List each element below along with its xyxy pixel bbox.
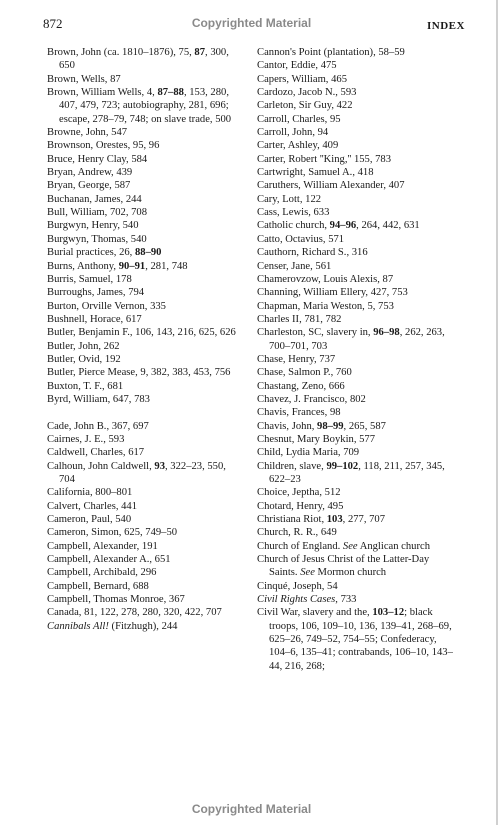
- index-entry: [47, 366, 242, 379]
- index-entry: [47, 353, 242, 366]
- index-entry-text: Channing, William Ellery, 427, 753: [257, 287, 408, 299]
- index-entry-text: Burris, Samuel, 178: [47, 273, 132, 285]
- index-entry: [257, 526, 460, 539]
- index-entry-text: , 262, 263, 700–701, 703: [269, 327, 445, 352]
- index-entry: [257, 246, 460, 259]
- index-entry: [47, 246, 242, 259]
- index-entry-text: Censer, Jane, 561: [257, 260, 332, 272]
- index-entry: [257, 206, 460, 219]
- index-entry: [47, 273, 242, 286]
- index-entry: [47, 260, 242, 273]
- index-entry: [47, 139, 242, 152]
- index-entry: [257, 540, 460, 553]
- index-entry-text: Butler, Ovid, 192: [47, 353, 121, 365]
- index-entry-text: 87–88: [157, 87, 184, 99]
- index-entry: [47, 540, 242, 553]
- index-entry-text: Burns, Anthony,: [47, 260, 119, 272]
- index-entry: [47, 326, 242, 339]
- index-entry-text: Campbell, Archibald, 296: [47, 567, 157, 579]
- index-entry-text: 94–96: [329, 220, 357, 232]
- letter-gap: [47, 406, 242, 419]
- index-entry: [47, 526, 242, 539]
- index-entry: [257, 73, 460, 86]
- index-entry: [257, 393, 460, 406]
- index-entry-text: Butler, John, 262: [47, 340, 120, 352]
- index-entry-text: Catto, Octavius, 571: [257, 233, 345, 245]
- index-entry-text: Cameron, Paul, 540: [47, 514, 132, 526]
- index-entry: [257, 99, 460, 112]
- index-entry-text: Butler, Pierce Mease, 9, 382, 383, 453, 756: [47, 367, 231, 379]
- index-entry: [257, 193, 460, 206]
- index-entry-text: Catholic church,: [257, 220, 330, 232]
- index-entry-text: Bull, William, 702, 708: [47, 207, 148, 219]
- index-entry-text: Bruce, Henry Clay, 584: [47, 153, 148, 165]
- index-entry-text: Civil Rights Cases: [257, 594, 336, 606]
- index-entry-text: , 277, 707: [342, 514, 386, 526]
- index-entry-text: Bushnell, Horace, 617: [47, 313, 142, 325]
- index-entry: [257, 313, 460, 326]
- index-entry-text: Chase, Salmon P., 760: [257, 367, 352, 379]
- index-entry-text: Brownson, Orestes, 95, 96: [47, 140, 160, 152]
- index-entry-text: 93: [154, 460, 165, 472]
- index-entry-text: 87: [194, 47, 206, 58]
- index-entry: [257, 380, 460, 393]
- index-entry-text: , 300, 650: [59, 47, 229, 72]
- index-entry: [257, 420, 460, 433]
- index-entry-text: Cameron, Simon, 625, 749–50: [47, 527, 178, 539]
- index-entry: [257, 219, 460, 232]
- page-number: 872: [43, 16, 63, 31]
- index-entry-text: Buchanan, James, 244: [47, 193, 142, 205]
- index-entry-text: Chavez, J. Francisco, 802: [257, 393, 366, 405]
- index-entry: [47, 420, 242, 433]
- index-entry: [47, 286, 242, 299]
- index-entry-text: Chavis, John,: [257, 420, 318, 432]
- index-entry-text: Cinqué, Joseph, 54: [257, 580, 338, 592]
- index-entry-text: , 153, 280, 407, 479, 723; autobiography, 281, 696; escape, 278–79, 748; on slave trade, 500: [59, 87, 232, 125]
- index-column-left: [47, 46, 242, 633]
- index-entry: [257, 126, 460, 139]
- index-entry: [47, 593, 242, 606]
- index-entry: [257, 273, 460, 286]
- index-entry: [257, 233, 460, 246]
- index-entry: [47, 86, 242, 126]
- index-entry-text: Chase, Henry, 737: [257, 353, 336, 365]
- index-entry-text: Browne, John, 547: [47, 127, 128, 139]
- index-entry-text: Cantor, Eddie, 475: [257, 60, 337, 72]
- index-entry-text: Carleton, Sir Guy, 422: [257, 100, 353, 112]
- index-entry: [47, 46, 242, 73]
- index-entry-text: Bryan, Andrew, 439: [47, 167, 133, 179]
- index-entry-text: Charles II, 781, 782: [257, 313, 342, 325]
- index-entry-text: Chapman, Maria Weston, 5, 753: [257, 300, 394, 312]
- index-entry-text: Calvert, Charles, 441: [47, 500, 138, 512]
- index-entry-text: Burroughs, James, 794: [47, 287, 145, 299]
- index-entry: [257, 286, 460, 299]
- index-entry: [47, 300, 242, 313]
- index-entry-text: Chotard, Henry, 495: [257, 500, 344, 512]
- index-entry-text: Cannibals All!: [47, 620, 109, 632]
- index-entry-text: , 264, 442, 631: [356, 220, 420, 232]
- index-entry: [47, 73, 242, 86]
- index-entry: [47, 126, 242, 139]
- index-entry-text: Cary, Lott, 122: [257, 193, 322, 205]
- index-entry: [47, 153, 242, 166]
- index-entry-text: Child, Lydia Maria, 709: [257, 447, 360, 459]
- index-entry: [257, 113, 460, 126]
- index-entry-text: Carroll, Charles, 95: [257, 113, 341, 125]
- index-entry: [257, 433, 460, 446]
- index-entry-text: Brown, Wells, 87: [47, 73, 121, 85]
- index-entry-text: Caldwell, Charles, 617: [47, 447, 145, 459]
- index-entry: [257, 366, 460, 379]
- index-entry-text: Brown, William Wells, 4,: [47, 87, 158, 99]
- index-entry-text: Choice, Jeptha, 512: [257, 487, 341, 499]
- index-entry: [257, 179, 460, 192]
- index-entry-text: Calhoun, John Caldwell,: [47, 460, 155, 472]
- index-entry-text: 90–91: [118, 260, 146, 272]
- index-entry-text: Church, R. R., 649: [257, 527, 337, 539]
- index-entry-text: Campbell, Bernard, 688: [47, 580, 149, 592]
- index-entry: [47, 460, 242, 487]
- index-entry-text: Campbell, Alexander, 191: [47, 540, 158, 552]
- index-entry-text: Christiana Riot,: [257, 514, 327, 526]
- index-entry-text: Carroll, John, 94: [257, 127, 329, 139]
- index-entry-text: Carter, Robert ''King,'' 155, 783: [257, 153, 392, 165]
- index-entry-text: Burial practices, 26,: [47, 247, 135, 259]
- index-entry-text: 88–90: [134, 247, 162, 259]
- index-entry-text: Children, slave,: [257, 460, 327, 472]
- index-entry: [257, 353, 460, 366]
- index-entry: [47, 219, 242, 232]
- index-entry-text: Anglican church: [357, 540, 430, 552]
- index-entry: [257, 606, 460, 673]
- page-edge: [496, 0, 498, 825]
- index-entry: [257, 500, 460, 513]
- index-entry: [257, 59, 460, 72]
- index-entry: [47, 446, 242, 459]
- index-entry: [47, 553, 242, 566]
- index-entry-text: (Fitzhugh), 244: [108, 620, 178, 632]
- index-entry-text: , 118, 211, 257, 345, 622–23: [269, 460, 445, 485]
- index-entry: [257, 553, 460, 580]
- index-entry: [47, 580, 242, 593]
- index-entry: [257, 486, 460, 499]
- index-column-right: [257, 46, 460, 673]
- index-entry-text: Capers, William, 465: [257, 73, 347, 85]
- index-entry-text: Mormon church: [314, 567, 387, 579]
- index-entry-text: Charleston, SC, slavery in,: [257, 327, 374, 339]
- index-entry: [257, 446, 460, 459]
- index-entry-text: Burgwyn, Thomas, 540: [47, 233, 147, 245]
- index-entry-text: Chastang, Zeno, 666: [257, 380, 345, 392]
- index-entry-text: Burgwyn, Henry, 540: [47, 220, 139, 232]
- index-entry-text: Burton, Orville Vernon, 335: [47, 300, 166, 312]
- index-entry: [47, 606, 242, 619]
- index-entry: [47, 179, 242, 192]
- index-entry: [257, 300, 460, 313]
- index-entry-text: Buxton, T. F., 681: [47, 380, 124, 392]
- index-entry-text: Campbell, Alexander A., 651: [47, 554, 171, 566]
- index-entry-text: Chavis, Frances, 98: [257, 407, 341, 419]
- index-entry: [257, 139, 460, 152]
- index-entry: [257, 46, 460, 59]
- index-entry-text: Church of Jesus Christ of the Latter-Day Saints.: [257, 554, 430, 579]
- index-entry-text: Chesnut, Mary Boykin, 577: [257, 433, 376, 445]
- index-entry-text: Cartwright, Samuel A., 418: [257, 167, 374, 179]
- index-entry-text: See: [342, 540, 358, 552]
- index-entry-text: , 265, 587: [343, 420, 386, 432]
- index-entry-text: 96–98: [373, 327, 400, 339]
- index-entry: [257, 260, 460, 273]
- index-entry-text: Caruthers, William Alexander, 407: [257, 180, 405, 192]
- index-entry: [257, 513, 460, 526]
- copyright-notice-top: Copyrighted Material: [191, 16, 312, 30]
- index-entry-text: California, 800–801: [47, 487, 133, 499]
- index-entry: [257, 326, 460, 353]
- index-entry: [47, 380, 242, 393]
- index-entry-text: Byrd, William, 647, 783: [47, 393, 150, 405]
- running-header: INDEX: [427, 20, 465, 32]
- index-entry-text: Chamerovzow, Louis Alexis, 87: [257, 273, 394, 285]
- index-entry: [47, 166, 242, 179]
- index-entry-text: ; black troops, 106, 109–10, 136, 139–41, 268–69, 625–26, 749–52, 754–55; Confederacy, 104–6, 135–41; contrabands, 106–10, 143–44, 216, 268;: [269, 607, 453, 672]
- index-entry-text: Butler, Benjamin F., 106, 143, 216, 625, 626: [47, 327, 236, 339]
- index-entry-text: Canada, 81, 122, 278, 280, 320, 422, 707: [47, 607, 222, 619]
- index-entry-text: Cardozo, Jacob N., 593: [257, 87, 357, 99]
- index-entry: [47, 566, 242, 579]
- index-entry-text: Cairnes, J. E., 593: [47, 433, 125, 445]
- index-entry: [257, 406, 460, 419]
- index-entry: [257, 153, 460, 166]
- index-entry: [47, 313, 242, 326]
- index-entry: [47, 513, 242, 526]
- index-entry: [257, 166, 460, 179]
- index-entry: [47, 433, 242, 446]
- index-entry-text: Bryan, George, 587: [47, 180, 131, 192]
- index-entry: [257, 86, 460, 99]
- index-entry: [47, 620, 242, 633]
- index-entry: [47, 486, 242, 499]
- copyright-notice-bottom: Copyrighted Material: [191, 802, 312, 816]
- index-entry: [47, 193, 242, 206]
- index-entry-text: 103: [326, 514, 343, 526]
- index-entry-text: Church of England.: [257, 540, 343, 552]
- index-entry-text: , 322–23, 550, 704: [59, 460, 226, 485]
- index-entry: [47, 340, 242, 353]
- index-entry-text: , 733: [335, 594, 357, 606]
- index-entry-text: Campbell, Thomas Monroe, 367: [47, 594, 185, 606]
- index-entry-text: Carter, Ashley, 409: [257, 140, 339, 152]
- index-entry-text: See: [300, 567, 315, 579]
- index-entry: [257, 580, 460, 593]
- index-entry: [257, 460, 460, 487]
- index-entry: [257, 593, 460, 606]
- index-entry-text: 98–99: [317, 420, 344, 432]
- index-entry-text: 99–102: [326, 460, 359, 472]
- index-entry-text: Cannon's Point (plantation), 58–59: [257, 47, 405, 58]
- index-entry-text: Cauthorn, Richard S., 316: [257, 247, 368, 259]
- index-entry: [47, 393, 242, 406]
- index-entry: [47, 206, 242, 219]
- index-entry: [47, 233, 242, 246]
- index-entry-text: Cade, John B., 367, 697: [47, 420, 149, 432]
- index-entry-text: 103–12: [372, 607, 405, 619]
- index-entry-text: Cass, Lewis, 633: [257, 207, 330, 219]
- index-entry-text: Civil War, slavery and the,: [257, 607, 373, 619]
- index-entry-text: Brown, John (ca. 1810–1876), 75,: [47, 47, 195, 58]
- index-entry-text: , 281, 748: [145, 260, 188, 272]
- index-entry: [47, 500, 242, 513]
